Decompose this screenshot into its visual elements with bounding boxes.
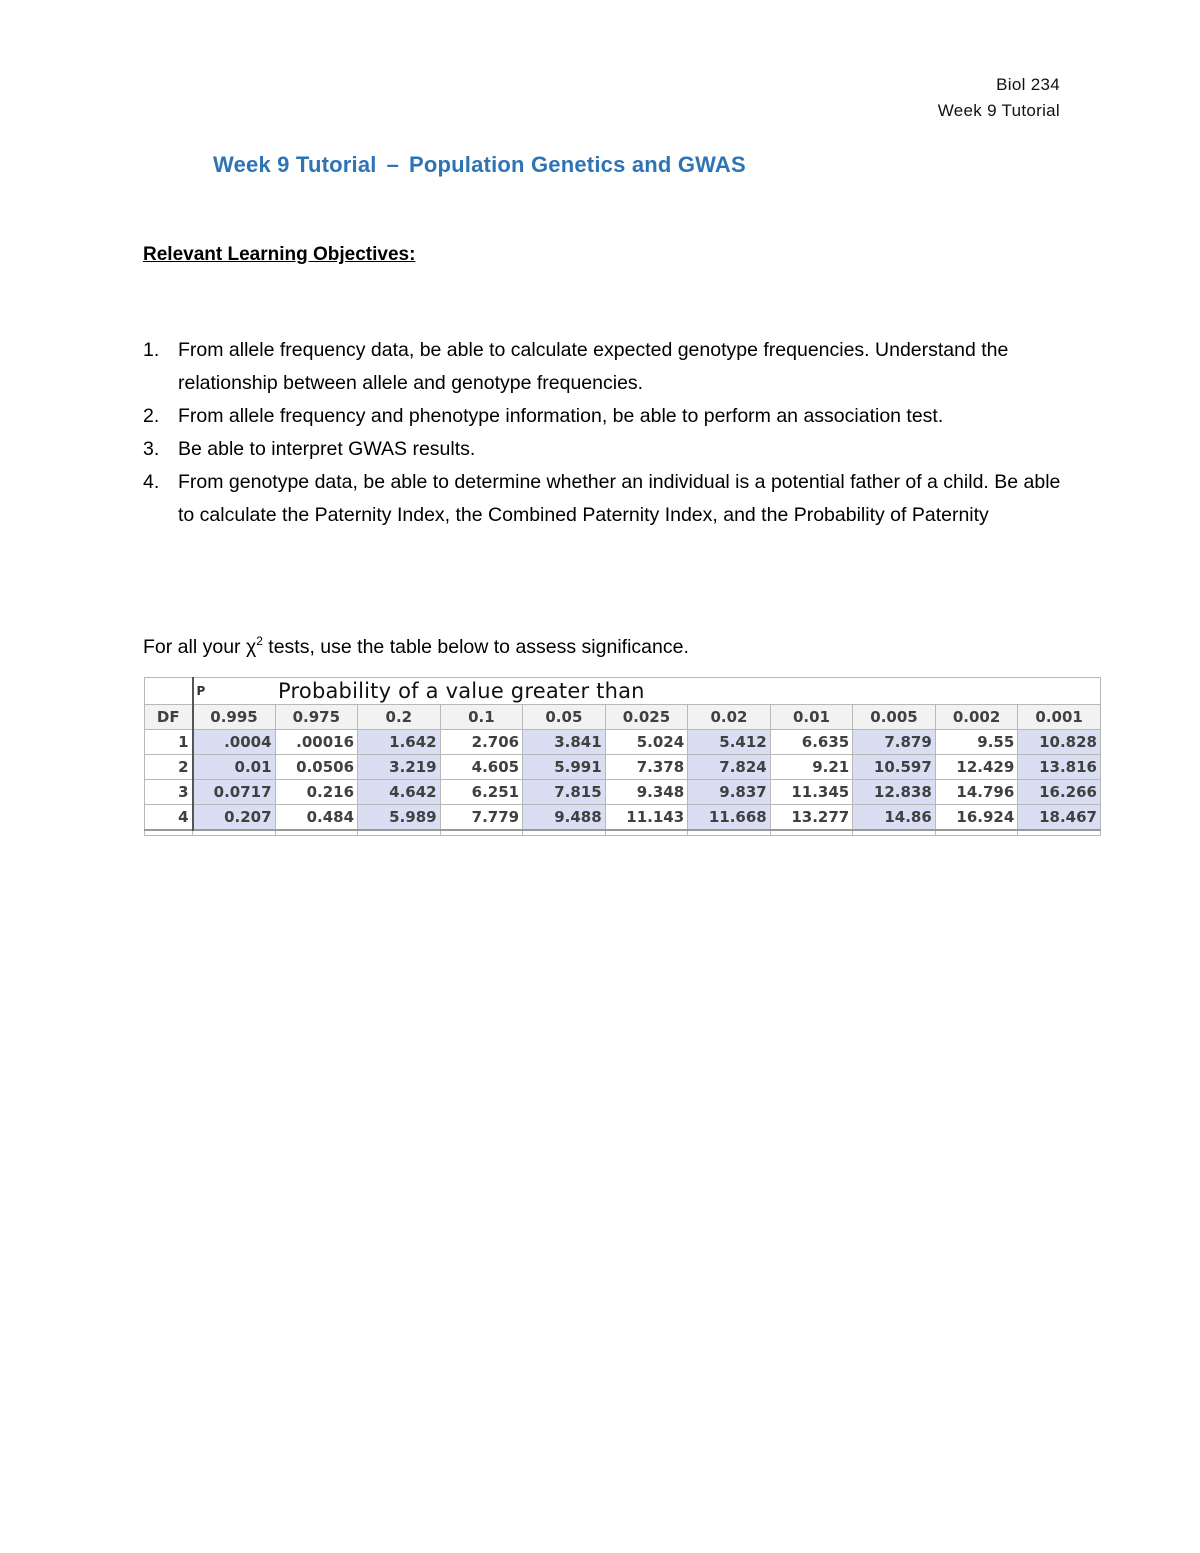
- table-cell: 12.429: [935, 755, 1018, 780]
- table-row: [145, 780, 1101, 805]
- objective-item: [143, 400, 1063, 433]
- table-edge-cell: [688, 830, 771, 836]
- objectives-list: [143, 334, 1063, 532]
- objective-item: [143, 334, 1063, 400]
- table-cell: 14.86: [853, 805, 936, 831]
- column-header: 0.2: [358, 705, 441, 730]
- chi-note-superscript: 2: [256, 634, 263, 648]
- objective-item: [143, 466, 1063, 532]
- objective-text: Be able to interpret GWAS results.: [178, 438, 476, 460]
- table-cell: 13.816: [1018, 755, 1101, 780]
- table-cell: 7.378: [605, 755, 688, 780]
- table-cell: 0.207: [193, 805, 276, 831]
- table-cell: 9.488: [523, 805, 606, 831]
- objective-number: 1.: [143, 339, 160, 361]
- table-cell: 9.348: [605, 780, 688, 805]
- df-label: DF: [145, 705, 193, 730]
- table-cell: 9.21: [770, 755, 853, 780]
- table-corner-cell: [145, 678, 193, 705]
- table-cell: 3.841: [523, 730, 606, 755]
- objective-text: From genotype data, be able to determine whether an individual is a potential father of a child. Be able to calculate the Paternity Index, the Combined Paternity Index, and the Probability of Paternity: [178, 471, 1061, 526]
- objective-text: From allele frequency and phenotype information, be able to perform an association test.: [178, 405, 944, 427]
- course-code: Biol 234: [996, 75, 1060, 94]
- table-cell: 18.467: [1018, 805, 1101, 831]
- table-edge-cell: [935, 830, 1018, 836]
- table-cell: 5.024: [605, 730, 688, 755]
- table-caption: Probability of a value greater than: [275, 678, 1100, 705]
- column-header: 0.01: [770, 705, 853, 730]
- objective-number: 3.: [143, 438, 160, 460]
- table-cell: 9.55: [935, 730, 1018, 755]
- table-cell: 10.597: [853, 755, 936, 780]
- objectives-heading: Relevant Learning Objectives:: [143, 244, 416, 265]
- table-edge-cell: [1018, 830, 1101, 836]
- table-edge-cell: [145, 830, 193, 836]
- table-cell: 6.635: [770, 730, 853, 755]
- title-part-2: Population Genetics and GWAS: [409, 152, 746, 177]
- table-cell: 5.412: [688, 730, 771, 755]
- table-row: [145, 730, 1101, 755]
- p-label: P: [193, 678, 276, 705]
- table-bottom-edge: [145, 830, 1101, 836]
- chi-note-after: tests, use the table below to assess significance.: [262, 636, 689, 658]
- column-header: 0.995: [193, 705, 276, 730]
- table-edge-cell: [193, 830, 276, 836]
- title-part-1: Week 9 Tutorial: [213, 152, 377, 177]
- table-cell: 0.0506: [275, 755, 358, 780]
- table-cell: 2.706: [440, 730, 523, 755]
- table-cell: 3.219: [358, 755, 441, 780]
- table-cell: 7.824: [688, 755, 771, 780]
- table-cell: 6.251: [440, 780, 523, 805]
- table-cell: 16.924: [935, 805, 1018, 831]
- column-header: 0.025: [605, 705, 688, 730]
- table-cell: 9.837: [688, 780, 771, 805]
- table-cell: 1.642: [358, 730, 441, 755]
- table-edge-cell: [853, 830, 936, 836]
- table-header-row: [145, 705, 1101, 730]
- table-cell: 7.815: [523, 780, 606, 805]
- table-cell: 5.991: [523, 755, 606, 780]
- table-cell: 0.01: [193, 755, 276, 780]
- column-header: 0.1: [440, 705, 523, 730]
- chi-note-before: For all your χ: [143, 636, 257, 658]
- title-dash: –: [386, 152, 400, 177]
- table-cell: 11.345: [770, 780, 853, 805]
- table-cell: 11.143: [605, 805, 688, 831]
- table-cell: 10.828: [1018, 730, 1101, 755]
- table-cell: 11.668: [688, 805, 771, 831]
- table-row: [145, 805, 1101, 831]
- objective-number: 4.: [143, 471, 160, 493]
- objective-text: From allele frequency data, be able to calculate expected genotype frequencies. Understand the relationship between allele and genotype frequencies.: [178, 339, 1009, 394]
- column-header: 0.005: [853, 705, 936, 730]
- column-header: 0.975: [275, 705, 358, 730]
- table-cell: 12.838: [853, 780, 936, 805]
- table-cell: 16.266: [1018, 780, 1101, 805]
- table-cell: 0.484: [275, 805, 358, 831]
- table-edge-cell: [358, 830, 441, 836]
- table-edge-cell: [770, 830, 853, 836]
- table-cell: 4.605: [440, 755, 523, 780]
- table-caption-row: [145, 678, 1101, 705]
- table-cell: .0004: [193, 730, 276, 755]
- chi-square-table: [144, 677, 1101, 836]
- table-cell: 4.642: [358, 780, 441, 805]
- table-cell: 13.277: [770, 805, 853, 831]
- column-header: 0.02: [688, 705, 771, 730]
- header-subtitle: Week 9 Tutorial: [937, 101, 1060, 120]
- column-header: 0.05: [523, 705, 606, 730]
- table-cell: 0.0717: [193, 780, 276, 805]
- table-edge-cell: [440, 830, 523, 836]
- table-cell: 7.879: [853, 730, 936, 755]
- objective-number: 2.: [143, 405, 160, 427]
- chi-square-table-container: [144, 677, 1101, 836]
- column-header: 0.001: [1018, 705, 1101, 730]
- objective-item: [143, 433, 1063, 466]
- page-title: [213, 152, 746, 178]
- table-cell: .00016: [275, 730, 358, 755]
- df-value: 1: [145, 730, 193, 755]
- df-value: 3: [145, 780, 193, 805]
- chi-square-note: [143, 634, 689, 659]
- table-cell: 0.216: [275, 780, 358, 805]
- table-cell: 7.779: [440, 805, 523, 831]
- column-header: 0.002: [935, 705, 1018, 730]
- table-cell: 5.989: [358, 805, 441, 831]
- table-cell: 14.796: [935, 780, 1018, 805]
- df-value: 2: [145, 755, 193, 780]
- table-edge-cell: [275, 830, 358, 836]
- df-value: 4: [145, 805, 193, 831]
- table-row: [145, 755, 1101, 780]
- page-header: [938, 72, 1060, 124]
- table-edge-cell: [605, 830, 688, 836]
- table-edge-cell: [523, 830, 606, 836]
